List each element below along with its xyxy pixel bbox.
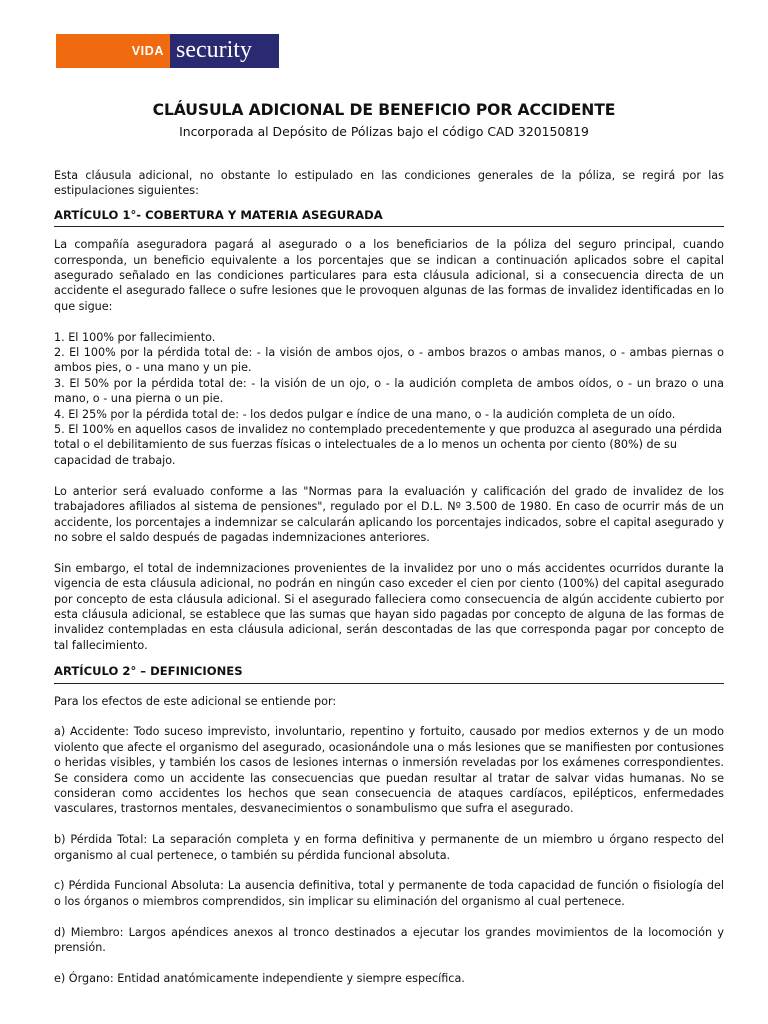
coverage-item-3: 3. El 50% por la pérdida total de: - la visión de un ojo, o - la audición completa de ambos oídos, o - un brazo o una mano, o - una pierna o un pie. [54,376,724,406]
logo-vida-text: VIDA [56,34,170,68]
logo-security-text: security [170,34,279,68]
document-title: CLÁUSULA ADICIONAL DE BENEFICIO POR ACCIDENTE [152,101,616,119]
intro-paragraph: Esta cláusula adicional, no obstante lo estipulado en las condiciones generales de la póliza, se regirá por las estipulaciones siguientes: [54,169,724,198]
definition-accidente: a) Accidente: Todo suceso imprevisto, involuntario, repentino y fortuito, causado por medios externos y de un modo violento que afecte el organismo del asegurado, ocasionándole una o más lesiones que se manifiesten por contusiones o heridas visibles, y también los casos de lesiones internas o inmersión reveladas por los exámenes correspondientes. Se considera como un accidente las consecuencias que puedan resultar al tratar de salvar vidas humanas. No se consideran como accidentes los hechos que sean consecuencia de ataques cardíacos, epilépticos, enfermedades vasculares, trastornos mentales, desvanecimientos o sonambulismo que sufra el asegurado. [54,725,724,816]
definition-perdida-total: b) Pérdida Total: La separación completa y en forma definitiva y permanente de un miembro u órgano respecto del organismo al cual pertenece, o también su pérdida funcional absoluta. [54,833,724,862]
article-2-heading: ARTÍCULO 2° – DEFINICIONES [54,664,724,683]
coverage-item-1: 1. El 100% por fallecimiento. [54,330,216,344]
article-1-paragraph-1: La compañía aseguradora pagará al asegurado o a los beneficiarios de la póliza del seguro principal, cuando corresponda, un beneficio equivalente a los porcentajes que se indican a continuación aplicados sobre el capital asegurado señalado en las condiciones particulares para esta cláusula adicional, si a consecuencia directa de un accidente el asegurado fallece o sufre lesiones que le provoquen algunas de las formas de invalidez identificadas en lo que sigue: [54,238,724,313]
definition-perdida-funcional: c) Pérdida Funcional Absoluta: La ausencia definitiva, total y permanente de toda capacidad de función o fisiología del o los órganos o miembros comprendidos, sin implicar su eliminación del organismo al cual pertenece. [54,879,724,908]
article-2-intro: Para los efectos de este adicional se entiende por: [54,694,337,708]
definition-miembro: d) Miembro: Largos apéndices anexos al tronco destinados a ejecutar los grandes movimientos de la locomoción y prensión. [54,925,724,954]
coverage-item-2: 2. El 100% por la pérdida total de: - la visión de ambos ojos, o - ambos brazos o ambas manos, o - ambas piernas o ambos pies, o - una mano y un pie. [54,346,724,375]
coverage-item-5: 5. El 100% en aquellos casos de invalidez no contemplado precedentemente y que produzca al asegurado una pérdida total o el debilitamiento de sus fuerzas físicas o intelectuales de a lo menos un ochenta por ciento (80%) de su capacidad de trabajo. [54,423,723,467]
article-1-heading: ARTÍCULO 1°- COBERTURA Y MATERIA ASEGURADA [54,208,724,227]
document-body [54,168,724,986]
vida-security-logo [56,34,279,68]
article-1-paragraph-2: Lo anterior será evaluado conforme a las "Normas para la evaluación y calificación del grado de invalidez de los trabajadores afiliados al sistema de pensiones", regulado por el D.L. Nº 3.500 de 1980. En caso de ocurrir más de un accidente, los porcentajes a indemnizar se calcularán aplicando los porcentajes indicados, sobre el capital asegurado y no sobre el saldo después de pagadas indemnizaciones anteriores. [54,484,724,544]
article-1-paragraph-3: Sin embargo, el total de indemnizaciones provenientes de la invalidez por uno o más accidentes ocurridos durante la vigencia de esta cláusula adicional, no podrán en ningún caso exceder el cien por ciento (100%) del capital asegurado por concepto de esta cláusula adicional. Si el asegurado falleciera como consecuencia de algún accidente cubierto por esta cláusula adicional, se establece que las sumas que hayan sido pagadas por concepto de alguna de las formas de invalidez contempladas en esta cláusula adicional, serán descontadas de las que corresponda pagar por concepto de tal fallecimiento. [54,561,724,652]
document-subtitle: Incorporada al Depósito de Pólizas bajo el código CAD 320150819 [179,124,589,139]
definition-organo: e) Órgano: Entidad anatómicamente independiente y siempre específica. [54,971,465,985]
coverage-item-4: 4. El 25% por la pérdida total de: - los dedos pulgar e índice de una mano, o - la audición completa de un oído. [54,407,676,421]
